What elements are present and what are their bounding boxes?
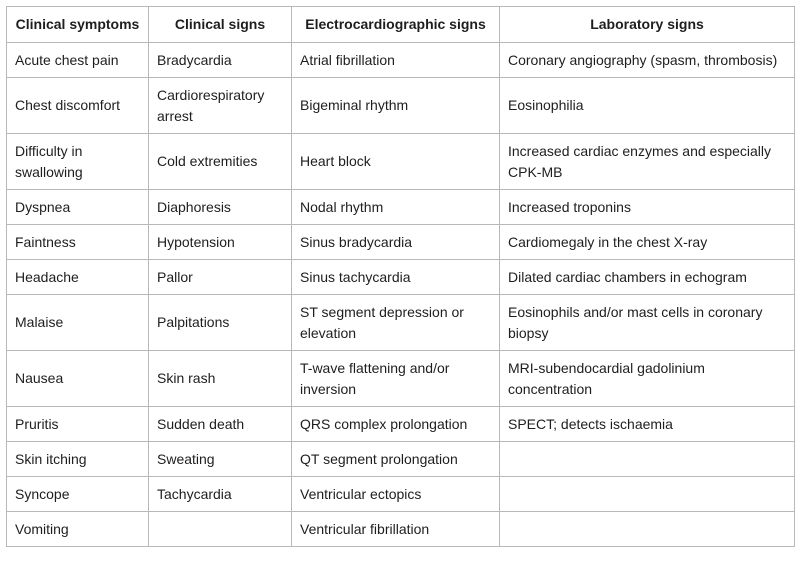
table-row: [7, 512, 795, 547]
cell-laboratory-sign: Coronary angiography (spasm, thrombosis): [500, 43, 795, 78]
cell-clinical-sign: Bradycardia: [149, 43, 292, 78]
cell-laboratory-sign: Increased troponins: [500, 190, 795, 225]
cell-ecg-sign: Sinus bradycardia: [292, 225, 500, 260]
cell-ecg-sign: Ventricular ectopics: [292, 477, 500, 512]
cell-laboratory-sign: Cardiomegaly in the chest X-ray: [500, 225, 795, 260]
cell-ecg-sign: Atrial fibrillation: [292, 43, 500, 78]
cell-clinical-symptom: Difficulty in swallowing: [7, 134, 149, 190]
symptoms-signs-table: [6, 6, 795, 547]
table-row: [7, 190, 795, 225]
cell-clinical-sign: Sweating: [149, 442, 292, 477]
cell-laboratory-sign: MRI-subendocardial gadolinium concentration: [500, 351, 795, 407]
cell-ecg-sign: Bigeminal rhythm: [292, 78, 500, 134]
cell-clinical-sign: Sudden death: [149, 407, 292, 442]
cell-clinical-sign: Cold extremities: [149, 134, 292, 190]
cell-laboratory-sign: Eosinophilia: [500, 78, 795, 134]
cell-clinical-sign: Skin rash: [149, 351, 292, 407]
table-row: [7, 442, 795, 477]
cell-clinical-symptom: Syncope: [7, 477, 149, 512]
table-row: [7, 477, 795, 512]
cell-clinical-symptom: Nausea: [7, 351, 149, 407]
header-clinical-signs: Clinical signs: [149, 7, 292, 43]
cell-laboratory-sign: Increased cardiac enzymes and especially CPK-MB: [500, 134, 795, 190]
table-row: [7, 260, 795, 295]
table-row: [7, 407, 795, 442]
symptoms-signs-table-container: [6, 6, 794, 547]
cell-clinical-symptom: Headache: [7, 260, 149, 295]
cell-ecg-sign: ST segment depression or elevation: [292, 295, 500, 351]
table-row: [7, 351, 795, 407]
cell-clinical-sign: Hypotension: [149, 225, 292, 260]
cell-laboratory-sign: [500, 477, 795, 512]
cell-clinical-sign: Tachycardia: [149, 477, 292, 512]
header-row: [7, 7, 795, 43]
table-header: [7, 7, 795, 43]
cell-ecg-sign: T-wave flattening and/or inversion: [292, 351, 500, 407]
cell-laboratory-sign: Eosinophils and/or mast cells in coronary biopsy: [500, 295, 795, 351]
cell-clinical-sign: [149, 512, 292, 547]
cell-ecg-sign: QT segment prolongation: [292, 442, 500, 477]
cell-laboratory-sign: [500, 512, 795, 547]
cell-clinical-symptom: Malaise: [7, 295, 149, 351]
cell-clinical-symptom: Chest discomfort: [7, 78, 149, 134]
cell-clinical-symptom: Vomiting: [7, 512, 149, 547]
cell-laboratory-sign: Dilated cardiac chambers in echogram: [500, 260, 795, 295]
cell-clinical-symptom: Skin itching: [7, 442, 149, 477]
cell-ecg-sign: Sinus tachycardia: [292, 260, 500, 295]
table-row: [7, 43, 795, 78]
cell-laboratory-sign: [500, 442, 795, 477]
cell-ecg-sign: Nodal rhythm: [292, 190, 500, 225]
cell-ecg-sign: QRS complex prolongation: [292, 407, 500, 442]
table-row: [7, 78, 795, 134]
cell-clinical-symptom: Pruritis: [7, 407, 149, 442]
cell-clinical-symptom: Acute chest pain: [7, 43, 149, 78]
header-electrocardiographic-signs: Electrocardiographic signs: [292, 7, 500, 43]
cell-clinical-symptom: Dyspnea: [7, 190, 149, 225]
cell-clinical-symptom: Faintness: [7, 225, 149, 260]
cell-clinical-sign: Palpitations: [149, 295, 292, 351]
cell-clinical-sign: Pallor: [149, 260, 292, 295]
cell-ecg-sign: Heart block: [292, 134, 500, 190]
cell-clinical-sign: Diaphoresis: [149, 190, 292, 225]
cell-clinical-sign: Cardiorespiratory arrest: [149, 78, 292, 134]
header-laboratory-signs: Laboratory signs: [500, 7, 795, 43]
table-row: [7, 225, 795, 260]
table-row: [7, 295, 795, 351]
table-row: [7, 134, 795, 190]
header-clinical-symptoms: Clinical symptoms: [7, 7, 149, 43]
cell-ecg-sign: Ventricular fibrillation: [292, 512, 500, 547]
cell-laboratory-sign: SPECT; detects ischaemia: [500, 407, 795, 442]
table-body: [7, 43, 795, 547]
